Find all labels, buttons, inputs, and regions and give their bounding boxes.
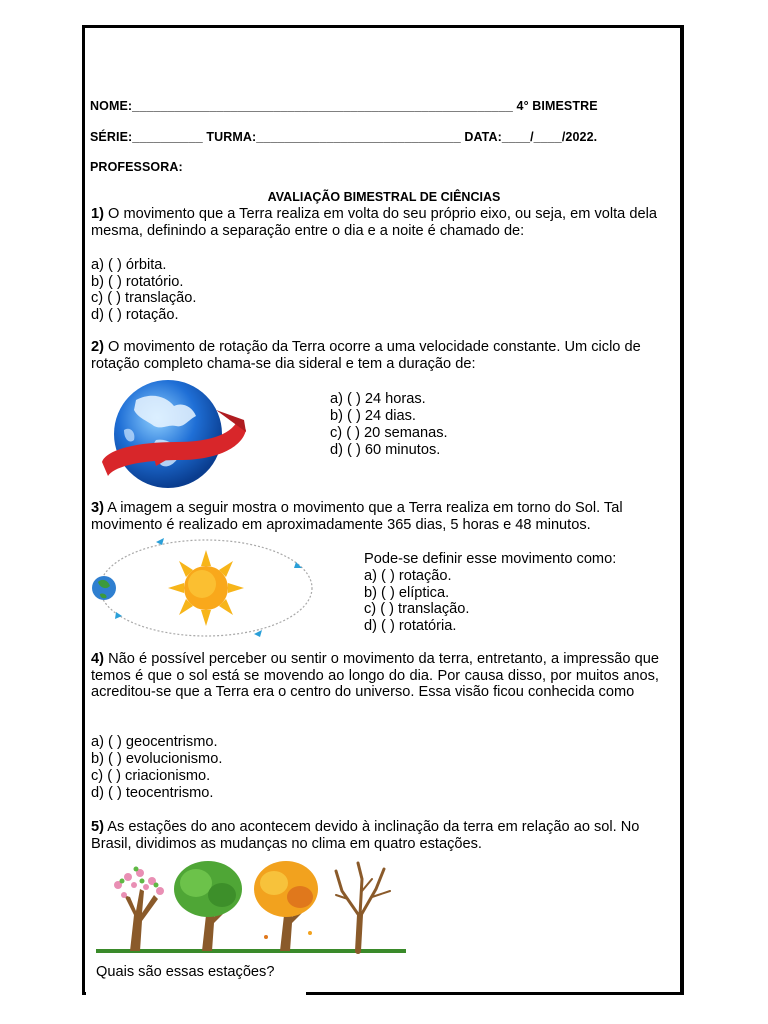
q1-option-d: d) ( ) rotação. (91, 307, 179, 323)
name-line: NOME:______________________________________________________ 4° BIMESTRE (90, 99, 598, 113)
q2-option-b: b) ( ) 24 dias. (330, 408, 416, 424)
sun-earth-orbit-icon (90, 536, 316, 642)
q3-option-c: c) ( ) translação. (364, 601, 470, 617)
q4-option-d: d) ( ) teocentrismo. (91, 785, 214, 801)
border-gap (86, 992, 306, 1000)
exam-title: AVALIAÇÃO BIMESTRAL DE CIÊNCIAS (267, 190, 501, 204)
question-5 (91, 819, 659, 852)
question-3-number: 3) (91, 500, 104, 516)
question-1 (91, 206, 659, 239)
question-1-text: O movimento que a Terra realiza em volta do seu próprio eixo, ou seja, em volta dela mesma, definindo a separação entre o dia e a noite é chamado de: (91, 206, 657, 239)
q3-option-d: d) ( ) rotatória. (364, 618, 457, 634)
question-3-text: A imagem a seguir mostra o movimento que a Terra realiza em torno do Sol. Tal movimento é realizado em aproximadamente 365 dias, 5 horas e 48 minutos. (91, 500, 623, 533)
q3-option-b: b) ( ) elíptica. (364, 585, 450, 601)
q1-option-b: b) ( ) rotatório. (91, 274, 184, 290)
q1-option-a: a) ( ) órbita. (91, 257, 167, 273)
question-4 (91, 651, 659, 701)
earth-globe-rotation-arrow-icon (96, 380, 248, 492)
question-2 (91, 339, 659, 372)
q1-option-c: c) ( ) translação. (91, 290, 197, 306)
q4-option-b: b) ( ) evolucionismo. (91, 751, 223, 767)
summer-tree-icon (174, 861, 242, 951)
spring-tree-icon (114, 867, 164, 952)
question-4-number: 4) (91, 651, 104, 667)
question-4-text: Não é possível perceber ou sentir o movimento da terra, entretanto, a impressão que temos é que o sol está se movendo ao longo do dia. Por causa disso, por muitos anos, acreditou-se que a Terra era o centro do universo. Essa visão ficou conhecida como (91, 651, 659, 700)
q4-option-a: a) ( ) geocentrismo. (91, 734, 218, 750)
q3-option-a: a) ( ) rotação. (364, 568, 452, 584)
question-5-text: As estações do ano acontecem devido à inclinação da terra em relação ao sol. No Brasil, dividimos as mudanças no clima em quatro estações. (91, 819, 640, 852)
q2-option-c: c) ( ) 20 semanas. (330, 425, 448, 441)
four-season-trees-icon (96, 855, 406, 955)
teacher-line: PROFESSORA: (90, 160, 183, 174)
question-2-number: 2) (91, 339, 104, 355)
autumn-tree-icon (254, 861, 318, 951)
question-5-number: 5) (91, 819, 104, 835)
q2-option-d: d) ( ) 60 minutos. (330, 442, 441, 458)
question-1-number: 1) (91, 206, 104, 222)
winter-tree-icon (336, 863, 390, 951)
question-2-text: O movimento de rotação da Terra ocorre a uma velocidade constante. Um ciclo de rotação completo chama-se dia sideral e tem a duração de: (91, 339, 641, 372)
class-line: SÉRIE:__________ TURMA:_____________________________ DATA:____/____/2022. (90, 130, 598, 144)
q5-prompt: Quais são essas estações? (96, 964, 275, 980)
question-3 (91, 500, 659, 533)
q4-option-c: c) ( ) criacionismo. (91, 768, 211, 784)
q2-option-a: a) ( ) 24 horas. (330, 391, 426, 407)
q3-prompt: Pode-se definir esse movimento como: (364, 551, 617, 567)
